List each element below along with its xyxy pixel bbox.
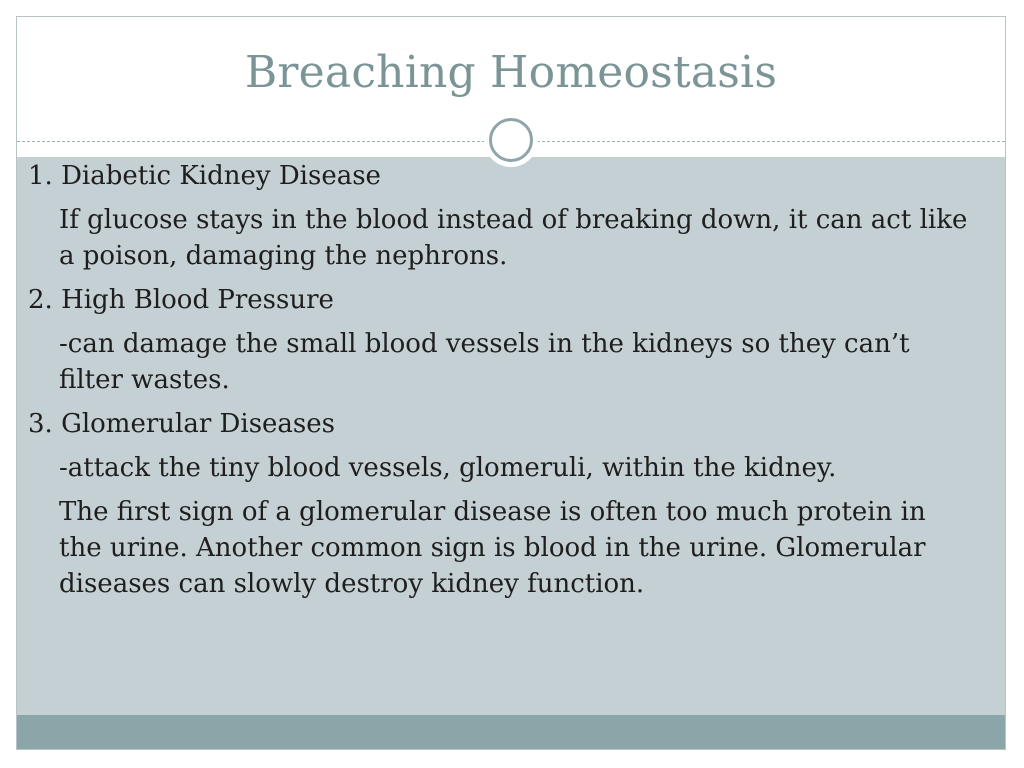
item-heading-glomerular: 3. Glomerular Diseases xyxy=(28,409,335,439)
slide-content xyxy=(28,158,968,602)
item-heading-blood-pressure: 2. High Blood Pressure xyxy=(28,285,334,315)
ring-icon xyxy=(489,118,533,162)
item-text-diabetic: If glucose stays in the blood instead of breaking down, it can act like a poison, damaging the nephrons. xyxy=(59,205,968,271)
item-heading-diabetic: 1. Diabetic Kidney Disease xyxy=(28,161,381,191)
item-text-glomerular-1: -attack the tiny blood vessels, glomeruli, within the kidney. xyxy=(59,453,837,483)
bottom-bar xyxy=(17,715,1005,750)
item-text-blood-pressure: -can damage the small blood vessels in the kidneys so they can’t filter wastes. xyxy=(59,329,910,395)
slide-title: Breaching Homeostasis xyxy=(244,47,778,98)
item-text-glomerular-2: The first sign of a glomerular disease is often too much protein in the urine. Another common sign is blood in the urine. Glomerular diseases can slowly destroy kidney function. xyxy=(59,497,926,599)
